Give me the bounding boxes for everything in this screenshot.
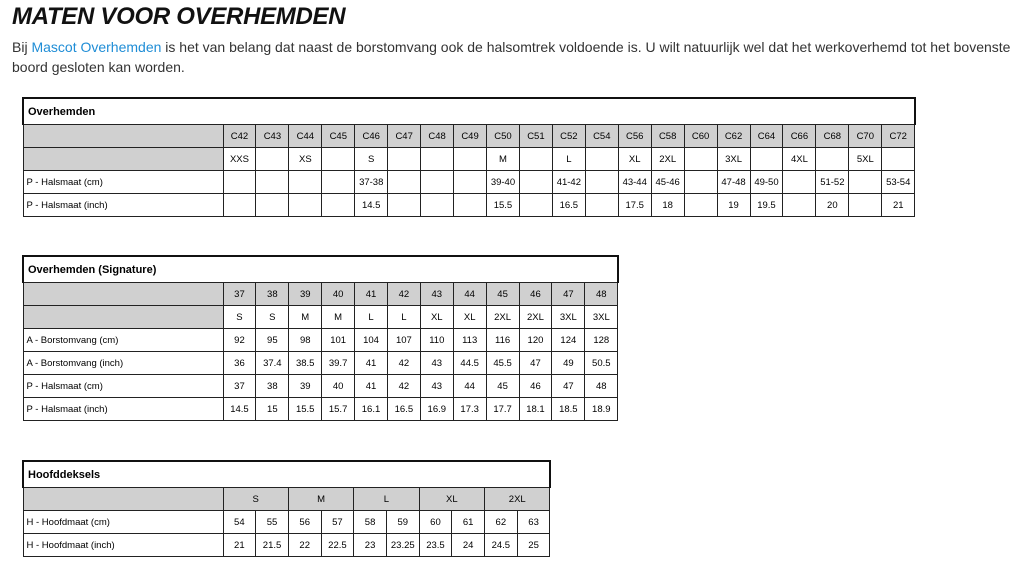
intro-text-after: is het van belang dat naast de borstomvang ook de halsomtrek voldoende is. U wilt natuurlijk wel dat het werkoverhemd tot het bovenste boord gesloten kan worden. xyxy=(12,39,1011,75)
value-cell xyxy=(223,194,256,217)
value-cell: 107 xyxy=(387,329,420,352)
value-cell: 24 xyxy=(452,534,485,557)
value-cell: 25 xyxy=(517,534,550,557)
value-cell: 19 xyxy=(717,194,750,217)
value-cell: 59 xyxy=(386,511,419,534)
value-cell: 47-48 xyxy=(717,171,750,194)
size-code-cell: 38 xyxy=(256,283,289,306)
value-cell: 57 xyxy=(321,511,354,534)
value-cell: 16.5 xyxy=(552,194,585,217)
value-cell: 48 xyxy=(585,375,618,398)
value-cell: 38 xyxy=(256,375,289,398)
value-cell: 95 xyxy=(256,329,289,352)
size-letter-cell: M xyxy=(487,148,520,171)
size-letter-cell: 3XL xyxy=(717,148,750,171)
size-code-cell: C47 xyxy=(388,125,421,148)
value-cell: 116 xyxy=(486,329,519,352)
value-cell: 44 xyxy=(453,375,486,398)
mascot-overhemden-link[interactable]: Mascot Overhemden xyxy=(31,39,162,55)
value-cell: 16.5 xyxy=(387,398,420,421)
size-group-cell: L xyxy=(354,488,419,511)
value-cell: 37.4 xyxy=(256,352,289,375)
value-cell xyxy=(684,194,717,217)
size-code-cell: C62 xyxy=(717,125,750,148)
intro-text-before: Bij xyxy=(12,39,32,55)
table-row xyxy=(23,534,550,557)
value-cell xyxy=(421,194,454,217)
value-cell: 124 xyxy=(552,329,585,352)
overhemden-signature-size-table xyxy=(22,255,619,421)
size-code-cell: 37 xyxy=(223,283,256,306)
size-code-cell: C64 xyxy=(750,125,783,148)
value-cell: 14.5 xyxy=(223,398,256,421)
value-cell: 62 xyxy=(485,511,518,534)
table-row xyxy=(23,329,618,352)
value-cell xyxy=(849,171,882,194)
size-code-cell: C51 xyxy=(519,125,552,148)
size-group-cell: 2XL xyxy=(485,488,550,511)
size-letter-cell: 3XL xyxy=(552,306,585,329)
value-cell: 56 xyxy=(288,511,321,534)
size-code-cell: 43 xyxy=(420,283,453,306)
size-code-row xyxy=(23,125,915,148)
size-letter-row xyxy=(23,148,915,171)
header-blank-cell xyxy=(23,148,223,171)
size-code-cell: C45 xyxy=(322,125,355,148)
size-letter-cell: 4XL xyxy=(783,148,816,171)
header-blank-cell xyxy=(23,283,223,306)
header-blank-cell xyxy=(23,125,223,148)
size-code-cell: C50 xyxy=(487,125,520,148)
row-label: A - Borstomvang (inch) xyxy=(23,352,223,375)
row-label: H - Hoofdmaat (cm) xyxy=(23,511,223,534)
value-cell: 45 xyxy=(486,375,519,398)
value-cell: 15.7 xyxy=(322,398,355,421)
value-cell: 49-50 xyxy=(750,171,783,194)
size-code-cell: 45 xyxy=(486,283,519,306)
size-code-cell: C44 xyxy=(289,125,322,148)
value-cell: 37-38 xyxy=(355,171,388,194)
value-cell: 18.5 xyxy=(552,398,585,421)
table-row xyxy=(23,398,618,421)
value-cell: 47 xyxy=(552,375,585,398)
size-code-cell: C49 xyxy=(454,125,487,148)
value-cell: 63 xyxy=(517,511,550,534)
size-code-cell: C60 xyxy=(684,125,717,148)
size-code-cell: 44 xyxy=(453,283,486,306)
value-cell xyxy=(783,171,816,194)
value-cell: 18.1 xyxy=(519,398,552,421)
size-code-row xyxy=(23,283,618,306)
value-cell: 23.5 xyxy=(419,534,452,557)
value-cell: 43-44 xyxy=(618,171,651,194)
value-cell xyxy=(421,171,454,194)
value-cell xyxy=(454,194,487,217)
value-cell xyxy=(454,171,487,194)
hoofddeksels-size-table xyxy=(22,460,551,557)
value-cell: 50.5 xyxy=(585,352,618,375)
value-cell: 24.5 xyxy=(485,534,518,557)
value-cell: 15.5 xyxy=(487,194,520,217)
size-code-cell: 41 xyxy=(355,283,388,306)
size-letter-cell xyxy=(421,148,454,171)
value-cell: 40 xyxy=(322,375,355,398)
value-cell: 92 xyxy=(223,329,256,352)
value-cell: 49 xyxy=(552,352,585,375)
size-code-cell: C56 xyxy=(618,125,651,148)
value-cell: 44.5 xyxy=(453,352,486,375)
value-cell: 14.5 xyxy=(355,194,388,217)
size-letter-cell xyxy=(750,148,783,171)
size-code-cell: 42 xyxy=(387,283,420,306)
value-cell: 20 xyxy=(816,194,849,217)
value-cell xyxy=(388,171,421,194)
value-cell: 60 xyxy=(419,511,452,534)
row-label: P - Halsmaat (inch) xyxy=(23,398,223,421)
value-cell: 46 xyxy=(519,375,552,398)
value-cell xyxy=(684,171,717,194)
size-letter-cell: 3XL xyxy=(585,306,618,329)
size-code-cell: 40 xyxy=(322,283,355,306)
value-cell: 19.5 xyxy=(750,194,783,217)
size-code-cell: 46 xyxy=(519,283,552,306)
value-cell: 41-42 xyxy=(552,171,585,194)
value-cell: 17.7 xyxy=(486,398,519,421)
value-cell: 128 xyxy=(585,329,618,352)
table-caption: Hoofddeksels xyxy=(23,461,550,488)
table-row xyxy=(23,352,618,375)
value-cell: 22.5 xyxy=(321,534,354,557)
value-cell: 16.1 xyxy=(355,398,388,421)
table-caption-row xyxy=(23,256,618,283)
row-label: H - Hoofdmaat (inch) xyxy=(23,534,223,557)
header-blank-cell xyxy=(23,488,223,511)
size-letter-cell: 5XL xyxy=(849,148,882,171)
size-letter-cell: XL xyxy=(453,306,486,329)
value-cell: 39.7 xyxy=(322,352,355,375)
value-cell: 45.5 xyxy=(486,352,519,375)
table-caption-row xyxy=(23,98,915,125)
value-cell xyxy=(256,171,289,194)
size-letter-cell xyxy=(519,148,552,171)
table-row xyxy=(23,511,550,534)
value-cell: 42 xyxy=(387,352,420,375)
size-letter-cell: L xyxy=(552,148,585,171)
value-cell: 18 xyxy=(651,194,684,217)
value-cell xyxy=(289,194,322,217)
value-cell: 42 xyxy=(387,375,420,398)
value-cell: 45-46 xyxy=(651,171,684,194)
size-code-cell: C68 xyxy=(816,125,849,148)
size-letter-cell: L xyxy=(387,306,420,329)
row-label: A - Borstomvang (cm) xyxy=(23,329,223,352)
value-cell: 41 xyxy=(355,375,388,398)
size-group-cell: M xyxy=(288,488,353,511)
size-code-cell: 48 xyxy=(585,283,618,306)
value-cell: 37 xyxy=(223,375,256,398)
size-letter-cell xyxy=(585,148,618,171)
size-letter-cell xyxy=(882,148,915,171)
table-caption: Overhemden xyxy=(23,98,915,125)
value-cell: 36 xyxy=(223,352,256,375)
value-cell xyxy=(388,194,421,217)
size-letter-cell xyxy=(388,148,421,171)
value-cell: 61 xyxy=(452,511,485,534)
size-letter-cell: XXS xyxy=(223,148,256,171)
table-caption: Overhemden (Signature) xyxy=(23,256,618,283)
value-cell: 17.5 xyxy=(618,194,651,217)
intro-paragraph xyxy=(12,37,1012,77)
value-cell xyxy=(256,194,289,217)
size-letter-cell: S xyxy=(256,306,289,329)
size-letter-cell: M xyxy=(289,306,322,329)
value-cell: 98 xyxy=(289,329,322,352)
value-cell: 43 xyxy=(420,375,453,398)
value-cell: 110 xyxy=(420,329,453,352)
size-letter-cell xyxy=(454,148,487,171)
overhemden-size-table xyxy=(22,97,916,217)
value-cell: 18.9 xyxy=(585,398,618,421)
size-letter-cell xyxy=(816,148,849,171)
value-cell: 54 xyxy=(223,511,256,534)
table-caption-row xyxy=(23,461,550,488)
value-cell: 16.9 xyxy=(420,398,453,421)
value-cell xyxy=(322,171,355,194)
size-letter-cell: 2XL xyxy=(519,306,552,329)
value-cell: 39-40 xyxy=(487,171,520,194)
page-title: MATEN VOOR OVERHEMDEN xyxy=(12,3,346,30)
value-cell: 41 xyxy=(355,352,388,375)
value-cell: 58 xyxy=(354,511,387,534)
value-cell: 53-54 xyxy=(882,171,915,194)
size-code-cell: C66 xyxy=(783,125,816,148)
value-cell: 15.5 xyxy=(289,398,322,421)
row-label: P - Halsmaat (inch) xyxy=(23,194,223,217)
size-code-cell: C48 xyxy=(421,125,454,148)
value-cell xyxy=(849,194,882,217)
size-letter-cell: XS xyxy=(289,148,322,171)
value-cell: 22 xyxy=(288,534,321,557)
size-letter-cell: S xyxy=(355,148,388,171)
value-cell xyxy=(223,171,256,194)
size-letter-cell xyxy=(256,148,289,171)
value-cell: 113 xyxy=(453,329,486,352)
value-cell: 21 xyxy=(223,534,256,557)
value-cell: 21.5 xyxy=(256,534,289,557)
value-cell: 23.25 xyxy=(386,534,419,557)
size-letter-cell xyxy=(322,148,355,171)
size-group-cell: S xyxy=(223,488,288,511)
size-group-cell: XL xyxy=(419,488,484,511)
value-cell: 21 xyxy=(882,194,915,217)
size-code-cell: 39 xyxy=(289,283,322,306)
value-cell xyxy=(519,194,552,217)
value-cell: 15 xyxy=(256,398,289,421)
value-cell xyxy=(585,171,618,194)
value-cell: 55 xyxy=(256,511,289,534)
size-code-cell: C58 xyxy=(651,125,684,148)
value-cell xyxy=(289,171,322,194)
size-letter-row xyxy=(23,306,618,329)
size-code-cell: C70 xyxy=(849,125,882,148)
size-letter-cell xyxy=(684,148,717,171)
value-cell: 101 xyxy=(322,329,355,352)
size-code-cell: C52 xyxy=(552,125,585,148)
size-code-cell: C54 xyxy=(585,125,618,148)
size-code-cell: C43 xyxy=(256,125,289,148)
value-cell: 39 xyxy=(289,375,322,398)
value-cell xyxy=(322,194,355,217)
size-letter-cell: 2XL xyxy=(486,306,519,329)
value-cell xyxy=(585,194,618,217)
value-cell: 23 xyxy=(354,534,387,557)
size-code-cell: C72 xyxy=(882,125,915,148)
size-letter-cell: S xyxy=(223,306,256,329)
size-code-cell: 47 xyxy=(552,283,585,306)
size-code-cell: C46 xyxy=(355,125,388,148)
table-row xyxy=(23,375,618,398)
row-label: P - Halsmaat (cm) xyxy=(23,375,223,398)
table-row xyxy=(23,171,915,194)
value-cell: 17.3 xyxy=(453,398,486,421)
value-cell xyxy=(519,171,552,194)
value-cell xyxy=(783,194,816,217)
size-letter-cell: M xyxy=(322,306,355,329)
value-cell: 43 xyxy=(420,352,453,375)
value-cell: 120 xyxy=(519,329,552,352)
value-cell: 51-52 xyxy=(816,171,849,194)
value-cell: 38.5 xyxy=(289,352,322,375)
size-group-row xyxy=(23,488,550,511)
value-cell: 104 xyxy=(355,329,388,352)
row-label: P - Halsmaat (cm) xyxy=(23,171,223,194)
size-letter-cell: XL xyxy=(420,306,453,329)
size-letter-cell: 2XL xyxy=(651,148,684,171)
size-letter-cell: XL xyxy=(618,148,651,171)
table-row xyxy=(23,194,915,217)
value-cell: 47 xyxy=(519,352,552,375)
size-letter-cell: L xyxy=(355,306,388,329)
header-blank-cell xyxy=(23,306,223,329)
size-code-cell: C42 xyxy=(223,125,256,148)
